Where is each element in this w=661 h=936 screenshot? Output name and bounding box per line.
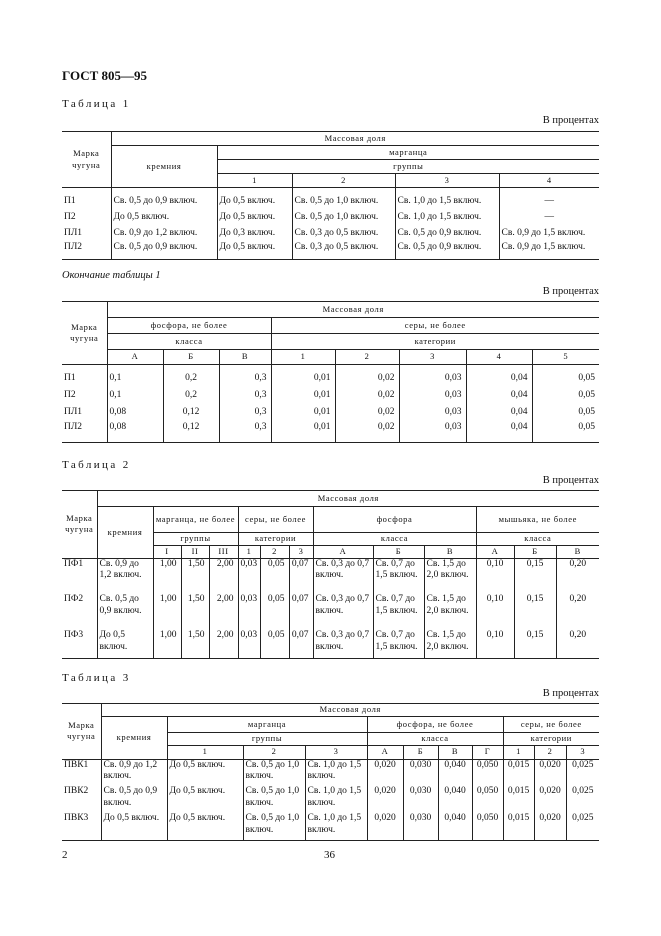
class-header: А xyxy=(367,745,403,759)
s-cell: 0,05 xyxy=(260,594,289,630)
value-cell: 0,02 xyxy=(335,371,399,388)
group-header: III xyxy=(209,546,238,559)
p-cell: Св. 0,3 до 0,7 включ. xyxy=(313,594,373,630)
p-cell: Св. 0,7 до 1,5 включ. xyxy=(373,558,424,594)
header-sulfur: серы, не более xyxy=(271,318,599,334)
value-cell: 0,02 xyxy=(335,388,399,405)
s-cell: 0,03 xyxy=(238,630,260,658)
silicon-cell: Св. 0,9 до 1,2 включ. xyxy=(111,226,217,242)
as-cell: 0,20 xyxy=(556,558,599,594)
class-header: А xyxy=(313,546,373,559)
mn-cell: Св. 0,5 до 1,0 включ. xyxy=(292,194,395,210)
mn-cell: — xyxy=(499,194,599,210)
mn-cell: 1,00 xyxy=(153,558,181,594)
s-cell: 0,03 xyxy=(238,558,260,594)
mark-cell: ПЛ1 xyxy=(64,227,83,238)
value-cell: 0,1 xyxy=(107,388,163,405)
header-phosphorus: фосфора, не более xyxy=(107,318,271,334)
silicon-cell: До 0,5 включ. xyxy=(111,210,217,226)
page-number-center: 36 xyxy=(324,849,335,861)
mark-cell: ПЛ2 xyxy=(62,422,107,443)
table-row xyxy=(62,405,599,422)
mn-cell: Св. 0,5 до 1,0 включ. xyxy=(292,210,395,226)
s-cell: 0,015 xyxy=(503,759,534,786)
mark-cell: ПФ3 xyxy=(62,630,97,658)
s-cell: 0,07 xyxy=(289,558,313,594)
mn-cell: До 0,5 включ. xyxy=(217,242,292,260)
s-cell: 0,025 xyxy=(566,759,599,786)
table-row xyxy=(62,194,599,210)
mn-cell: До 0,5 включ. xyxy=(217,210,292,226)
mark-cell: ПЛ1 xyxy=(64,407,83,418)
table-row xyxy=(62,388,599,405)
table-3-caption: Таблица 3 xyxy=(62,672,131,684)
mark-cell: П2 xyxy=(64,390,76,401)
value-cell: 0,3 xyxy=(219,388,271,405)
mark-cell: ПФ2 xyxy=(64,594,84,604)
group-header: II xyxy=(181,546,209,559)
value-cell: 0,08 xyxy=(107,405,163,422)
p-cell: Св. 0,3 до 0,7 включ. xyxy=(313,630,373,658)
header-silicon: кремния xyxy=(97,507,153,559)
table-2-units: В процентах xyxy=(542,475,599,486)
mark-cell: П1 xyxy=(64,373,76,384)
mn-cell: Св. 0,5 до 1,0 включ. xyxy=(243,759,305,786)
group-header: 4 xyxy=(499,174,599,188)
silicon-cell: Св. 0,5 до 0,9 включ. xyxy=(97,594,153,630)
value-cell: 0,05 xyxy=(532,405,599,422)
mark-cell: ПВК1 xyxy=(64,759,89,770)
mn-cell: Св. 0,3 до 0,5 включ. xyxy=(292,242,395,260)
value-cell: 0,1 xyxy=(107,371,163,388)
table-3 xyxy=(62,703,599,841)
mn-cell: До 0,3 включ. xyxy=(217,226,292,242)
header-class: класса xyxy=(476,533,599,546)
table-row xyxy=(62,786,599,813)
value-cell: 0,03 xyxy=(399,371,466,388)
group-header: I xyxy=(153,546,181,559)
mn-cell: До 0,5 включ. xyxy=(167,759,243,786)
p-cell: 0,040 xyxy=(438,759,472,786)
p-cell: 0,030 xyxy=(403,786,438,813)
mn-cell: 1,00 xyxy=(153,594,181,630)
header-mass-fraction: Массовая доля xyxy=(97,491,599,507)
value-cell: 0,12 xyxy=(163,405,219,422)
mn-cell: Св. 1,0 до 1,5 включ. xyxy=(395,194,499,210)
mn-cell: До 0,5 включ. xyxy=(167,813,243,840)
page-number-left: 2 xyxy=(62,849,68,861)
p-cell: 0,040 xyxy=(438,786,472,813)
p-cell: Св. 0,7 до 1,5 включ. xyxy=(373,630,424,658)
mark-cell: ПЛ2 xyxy=(62,242,111,260)
mark-cell: П2 xyxy=(64,211,76,222)
group-header: 2 xyxy=(292,174,395,188)
mark-cell: ПВК3 xyxy=(62,813,101,840)
mn-cell: 2,00 xyxy=(209,630,238,658)
group-header: 3 xyxy=(305,745,367,759)
header-class: класса xyxy=(367,733,503,746)
header-manganese: марганца xyxy=(167,717,367,733)
table-2-caption: Таблица 2 xyxy=(62,459,131,471)
header-marka: Марка чугуна xyxy=(62,132,111,188)
class-header: А xyxy=(476,546,514,559)
header-class: класса xyxy=(313,533,476,546)
s-cell: 0,020 xyxy=(534,759,566,786)
value-cell: 0,01 xyxy=(271,371,335,388)
s-cell: 0,025 xyxy=(566,786,599,813)
p-cell: 0,050 xyxy=(472,786,503,813)
mn-cell: Св. 0,5 до 0,9 включ. xyxy=(395,242,499,260)
value-cell: 0,2 xyxy=(163,371,219,388)
s-cell: 0,015 xyxy=(503,813,534,840)
table-row xyxy=(62,630,599,658)
class-header: Б xyxy=(403,745,438,759)
silicon-cell: Св. 0,9 до 1,2 включ. xyxy=(101,759,167,786)
value-cell: 0,02 xyxy=(335,405,399,422)
class-header: Б xyxy=(373,546,424,559)
class-header: Г xyxy=(472,745,503,759)
s-cell: 0,020 xyxy=(534,813,566,840)
header-marka: Марка чугуна xyxy=(62,704,101,760)
p-cell: 0,030 xyxy=(403,813,438,840)
header-manganese: марганца xyxy=(217,146,599,160)
table-row xyxy=(62,558,599,594)
silicon-cell: До 0,5 включ. xyxy=(97,630,153,658)
s-cell: 0,020 xyxy=(534,786,566,813)
p-cell: Св. 0,7 до 1,5 включ. xyxy=(373,594,424,630)
value-cell: 0,04 xyxy=(466,388,532,405)
value-cell: 0,03 xyxy=(399,405,466,422)
mn-cell: Св. 0,3 до 0,5 включ. xyxy=(292,226,395,242)
mark-cell: П1 xyxy=(64,195,76,206)
mn-cell: Св. 1,0 до 1,5 включ. xyxy=(305,786,367,813)
s-cell: 0,05 xyxy=(260,558,289,594)
class-header: А xyxy=(107,350,163,365)
header-phosphorus: фосфора xyxy=(313,507,476,533)
value-cell: 0,01 xyxy=(271,388,335,405)
value-cell: 0,3 xyxy=(219,422,271,443)
category-header: 2 xyxy=(260,546,289,559)
p-cell: 0,040 xyxy=(438,813,472,840)
p-cell: 0,050 xyxy=(472,759,503,786)
silicon-cell: Св. 0,5 до 0,9 включ. xyxy=(111,242,217,260)
category-header: 3 xyxy=(566,745,599,759)
p-cell: 0,020 xyxy=(367,813,403,840)
header-mass-fraction: Массовая доля xyxy=(101,704,599,717)
table-row xyxy=(62,226,599,242)
table-row xyxy=(62,594,599,630)
category-header: 2 xyxy=(335,350,399,365)
mn-cell: Св. 0,9 до 1,5 включ. xyxy=(499,242,599,260)
value-cell: 0,05 xyxy=(532,422,599,443)
p-cell: 0,020 xyxy=(367,786,403,813)
mn-cell: До 0,5 включ. xyxy=(167,786,243,813)
category-header: 5 xyxy=(532,350,599,365)
table-1 xyxy=(62,131,599,260)
class-header: В xyxy=(219,350,271,365)
value-cell: 0,04 xyxy=(466,405,532,422)
header-groups: группы xyxy=(153,533,238,546)
class-header: Б xyxy=(163,350,219,365)
mn-cell: — xyxy=(499,210,599,226)
value-cell: 0,04 xyxy=(466,422,532,443)
header-class: класса xyxy=(107,334,271,350)
as-cell: 0,15 xyxy=(514,558,556,594)
table-1-end-units: В процентах xyxy=(542,286,599,297)
mn-cell: 1,50 xyxy=(181,594,209,630)
p-cell: Св. 0,3 до 0,7 включ. xyxy=(313,558,373,594)
mn-cell: Св. 0,5 до 1,0 включ. xyxy=(243,786,305,813)
mark-cell: ПФ1 xyxy=(64,558,84,569)
value-cell: 0,05 xyxy=(532,371,599,388)
value-cell: 0,02 xyxy=(335,422,399,443)
mn-cell: 2,00 xyxy=(209,558,238,594)
category-header: 1 xyxy=(503,745,534,759)
value-cell: 0,01 xyxy=(271,405,335,422)
table-row xyxy=(62,759,599,786)
header-silicon: кремния xyxy=(101,717,167,760)
value-cell: 0,08 xyxy=(107,422,163,443)
class-header: В xyxy=(438,745,472,759)
group-header: 1 xyxy=(217,174,292,188)
table-row xyxy=(62,371,599,388)
group-header: 1 xyxy=(167,745,243,759)
as-cell: 0,10 xyxy=(476,630,514,658)
p-cell: Св. 1,5 до 2,0 включ. xyxy=(424,630,476,658)
s-cell: 0,015 xyxy=(503,786,534,813)
header-sulfur: серы, не более xyxy=(238,507,313,533)
header-marka: Марка чугуна xyxy=(62,302,107,365)
header-manganese: марганца, не более xyxy=(153,507,238,533)
mn-cell: 1,50 xyxy=(181,630,209,658)
value-cell: 0,05 xyxy=(532,388,599,405)
table-row xyxy=(62,813,599,840)
value-cell: 0,01 xyxy=(271,422,335,443)
class-header: В xyxy=(556,546,599,559)
table-1-caption: Таблица 1 xyxy=(62,98,131,110)
class-header: Б xyxy=(514,546,556,559)
as-cell: 0,15 xyxy=(514,594,556,630)
mn-cell: Св. 1,0 до 1,5 включ. xyxy=(305,759,367,786)
header-silicon: кремния xyxy=(111,146,217,188)
value-cell: 0,12 xyxy=(163,422,219,443)
mn-cell: До 0,5 включ. xyxy=(217,194,292,210)
table-row xyxy=(62,242,599,260)
s-cell: 0,03 xyxy=(238,594,260,630)
table-3-units: В процентах xyxy=(542,688,599,699)
header-category: категории xyxy=(271,334,599,350)
as-cell: 0,20 xyxy=(556,594,599,630)
s-cell: 0,07 xyxy=(289,594,313,630)
as-cell: 0,10 xyxy=(476,594,514,630)
category-header: 1 xyxy=(271,350,335,365)
silicon-cell: До 0,5 включ. xyxy=(101,813,167,840)
mn-cell: Св. 1,0 до 1,5 включ. xyxy=(305,813,367,840)
header-mass-fraction: Массовая доля xyxy=(107,302,599,318)
s-cell: 0,025 xyxy=(566,813,599,840)
value-cell: 0,04 xyxy=(466,371,532,388)
header-category: категории xyxy=(503,733,599,746)
silicon-cell: Св. 0,9 до 1,2 включ. xyxy=(97,558,153,594)
header-groups: группы xyxy=(217,160,599,174)
header-mass-fraction: Массовая доля xyxy=(111,132,599,146)
group-header: 2 xyxy=(243,745,305,759)
p-cell: 0,030 xyxy=(403,759,438,786)
header-arsenic: мышьяка, не более xyxy=(476,507,599,533)
mn-cell: Св. 0,5 до 0,9 включ. xyxy=(395,226,499,242)
table-1-units: В процентах xyxy=(542,115,599,126)
table-1-end xyxy=(62,301,599,443)
header-marka: Марка чугуна xyxy=(62,491,97,559)
group-header: 3 xyxy=(395,174,499,188)
value-cell: 0,3 xyxy=(219,371,271,388)
value-cell: 0,03 xyxy=(399,388,466,405)
category-header: 3 xyxy=(289,546,313,559)
p-cell: 0,050 xyxy=(472,813,503,840)
mn-cell: Св. 1,0 до 1,5 включ. xyxy=(395,210,499,226)
table-row xyxy=(62,210,599,226)
header-sulfur: серы, не более xyxy=(503,717,599,733)
mn-cell: 2,00 xyxy=(209,594,238,630)
document-title: ГОСТ 805—95 xyxy=(62,68,148,83)
class-header: В xyxy=(424,546,476,559)
p-cell: Св. 1,5 до 2,0 включ. xyxy=(424,558,476,594)
mn-cell: 1,00 xyxy=(153,630,181,658)
value-cell: 0,3 xyxy=(219,405,271,422)
silicon-cell: Св. 0,5 до 0,9 включ. xyxy=(111,194,217,210)
mn-cell: 1,50 xyxy=(181,558,209,594)
header-phosphorus: фосфора, не более xyxy=(367,717,503,733)
value-cell: 0,2 xyxy=(163,388,219,405)
category-header: 3 xyxy=(399,350,466,365)
as-cell: 0,10 xyxy=(476,558,514,594)
s-cell: 0,05 xyxy=(260,630,289,658)
p-cell: 0,020 xyxy=(367,759,403,786)
header-groups: группы xyxy=(167,733,367,746)
s-cell: 0,07 xyxy=(289,630,313,658)
value-cell: 0,03 xyxy=(399,422,466,443)
category-header: 1 xyxy=(238,546,260,559)
category-header: 4 xyxy=(466,350,532,365)
category-header: 2 xyxy=(534,745,566,759)
mark-cell: ПВК2 xyxy=(64,786,89,796)
p-cell: Св. 1,5 до 2,0 включ. xyxy=(424,594,476,630)
as-cell: 0,20 xyxy=(556,630,599,658)
table-1-end-caption: Окончание таблицы 1 xyxy=(62,270,161,281)
as-cell: 0,15 xyxy=(514,630,556,658)
table-2 xyxy=(62,490,599,659)
header-category: категории xyxy=(238,533,313,546)
mn-cell: Св. 0,9 до 1,5 включ. xyxy=(499,226,599,242)
silicon-cell: Св. 0,5 до 0,9 включ. xyxy=(101,786,167,813)
table-row xyxy=(62,422,599,443)
mn-cell: Св. 0,5 до 1,0 включ. xyxy=(243,813,305,840)
